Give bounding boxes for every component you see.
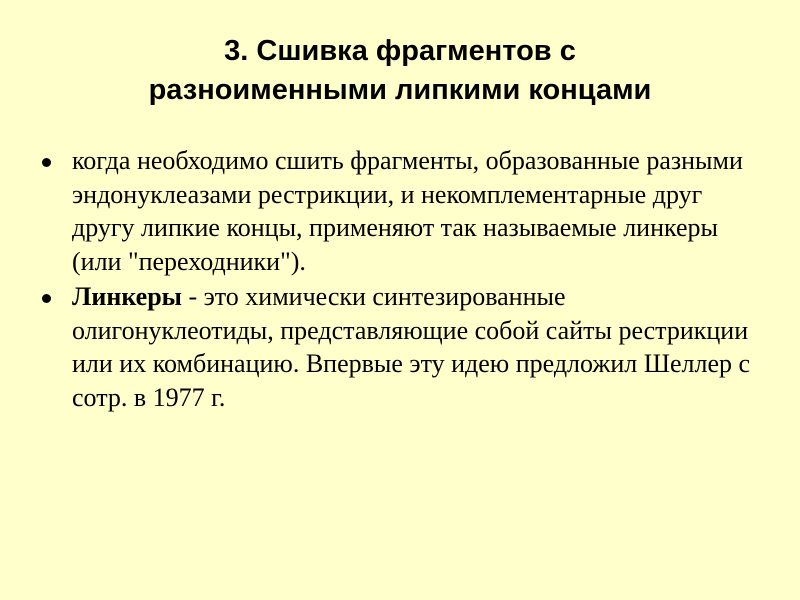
bullet-text-1: когда необходимо сшить фрагменты, образованные разными эндонуклеазами рестрикции, и некомплементарные друг другу липкие концы, применяют так называемые линкеры (или "переходники"). (72, 146, 743, 276)
slide-title-line-2: разноименными липкими концами (148, 74, 652, 106)
slide-title-line-1: 3. Сшивка фрагментов с (224, 35, 576, 67)
bullet-dot-icon (42, 294, 51, 303)
bullet-term-2: Линкеры (72, 282, 182, 311)
bullet-item-2 (40, 280, 765, 414)
bullet-list (40, 144, 765, 416)
slide-title (0, 32, 800, 110)
bullet-text-2: - это химически синтезированные олигонуклеотиды, представляющие собой сайты рестрикции или их комбинацию. Впервые эту идею предложил Шеллер с сотр. в 1977 г. (72, 282, 751, 412)
bullet-dot-icon (42, 158, 51, 167)
bullet-item-1 (40, 144, 765, 278)
